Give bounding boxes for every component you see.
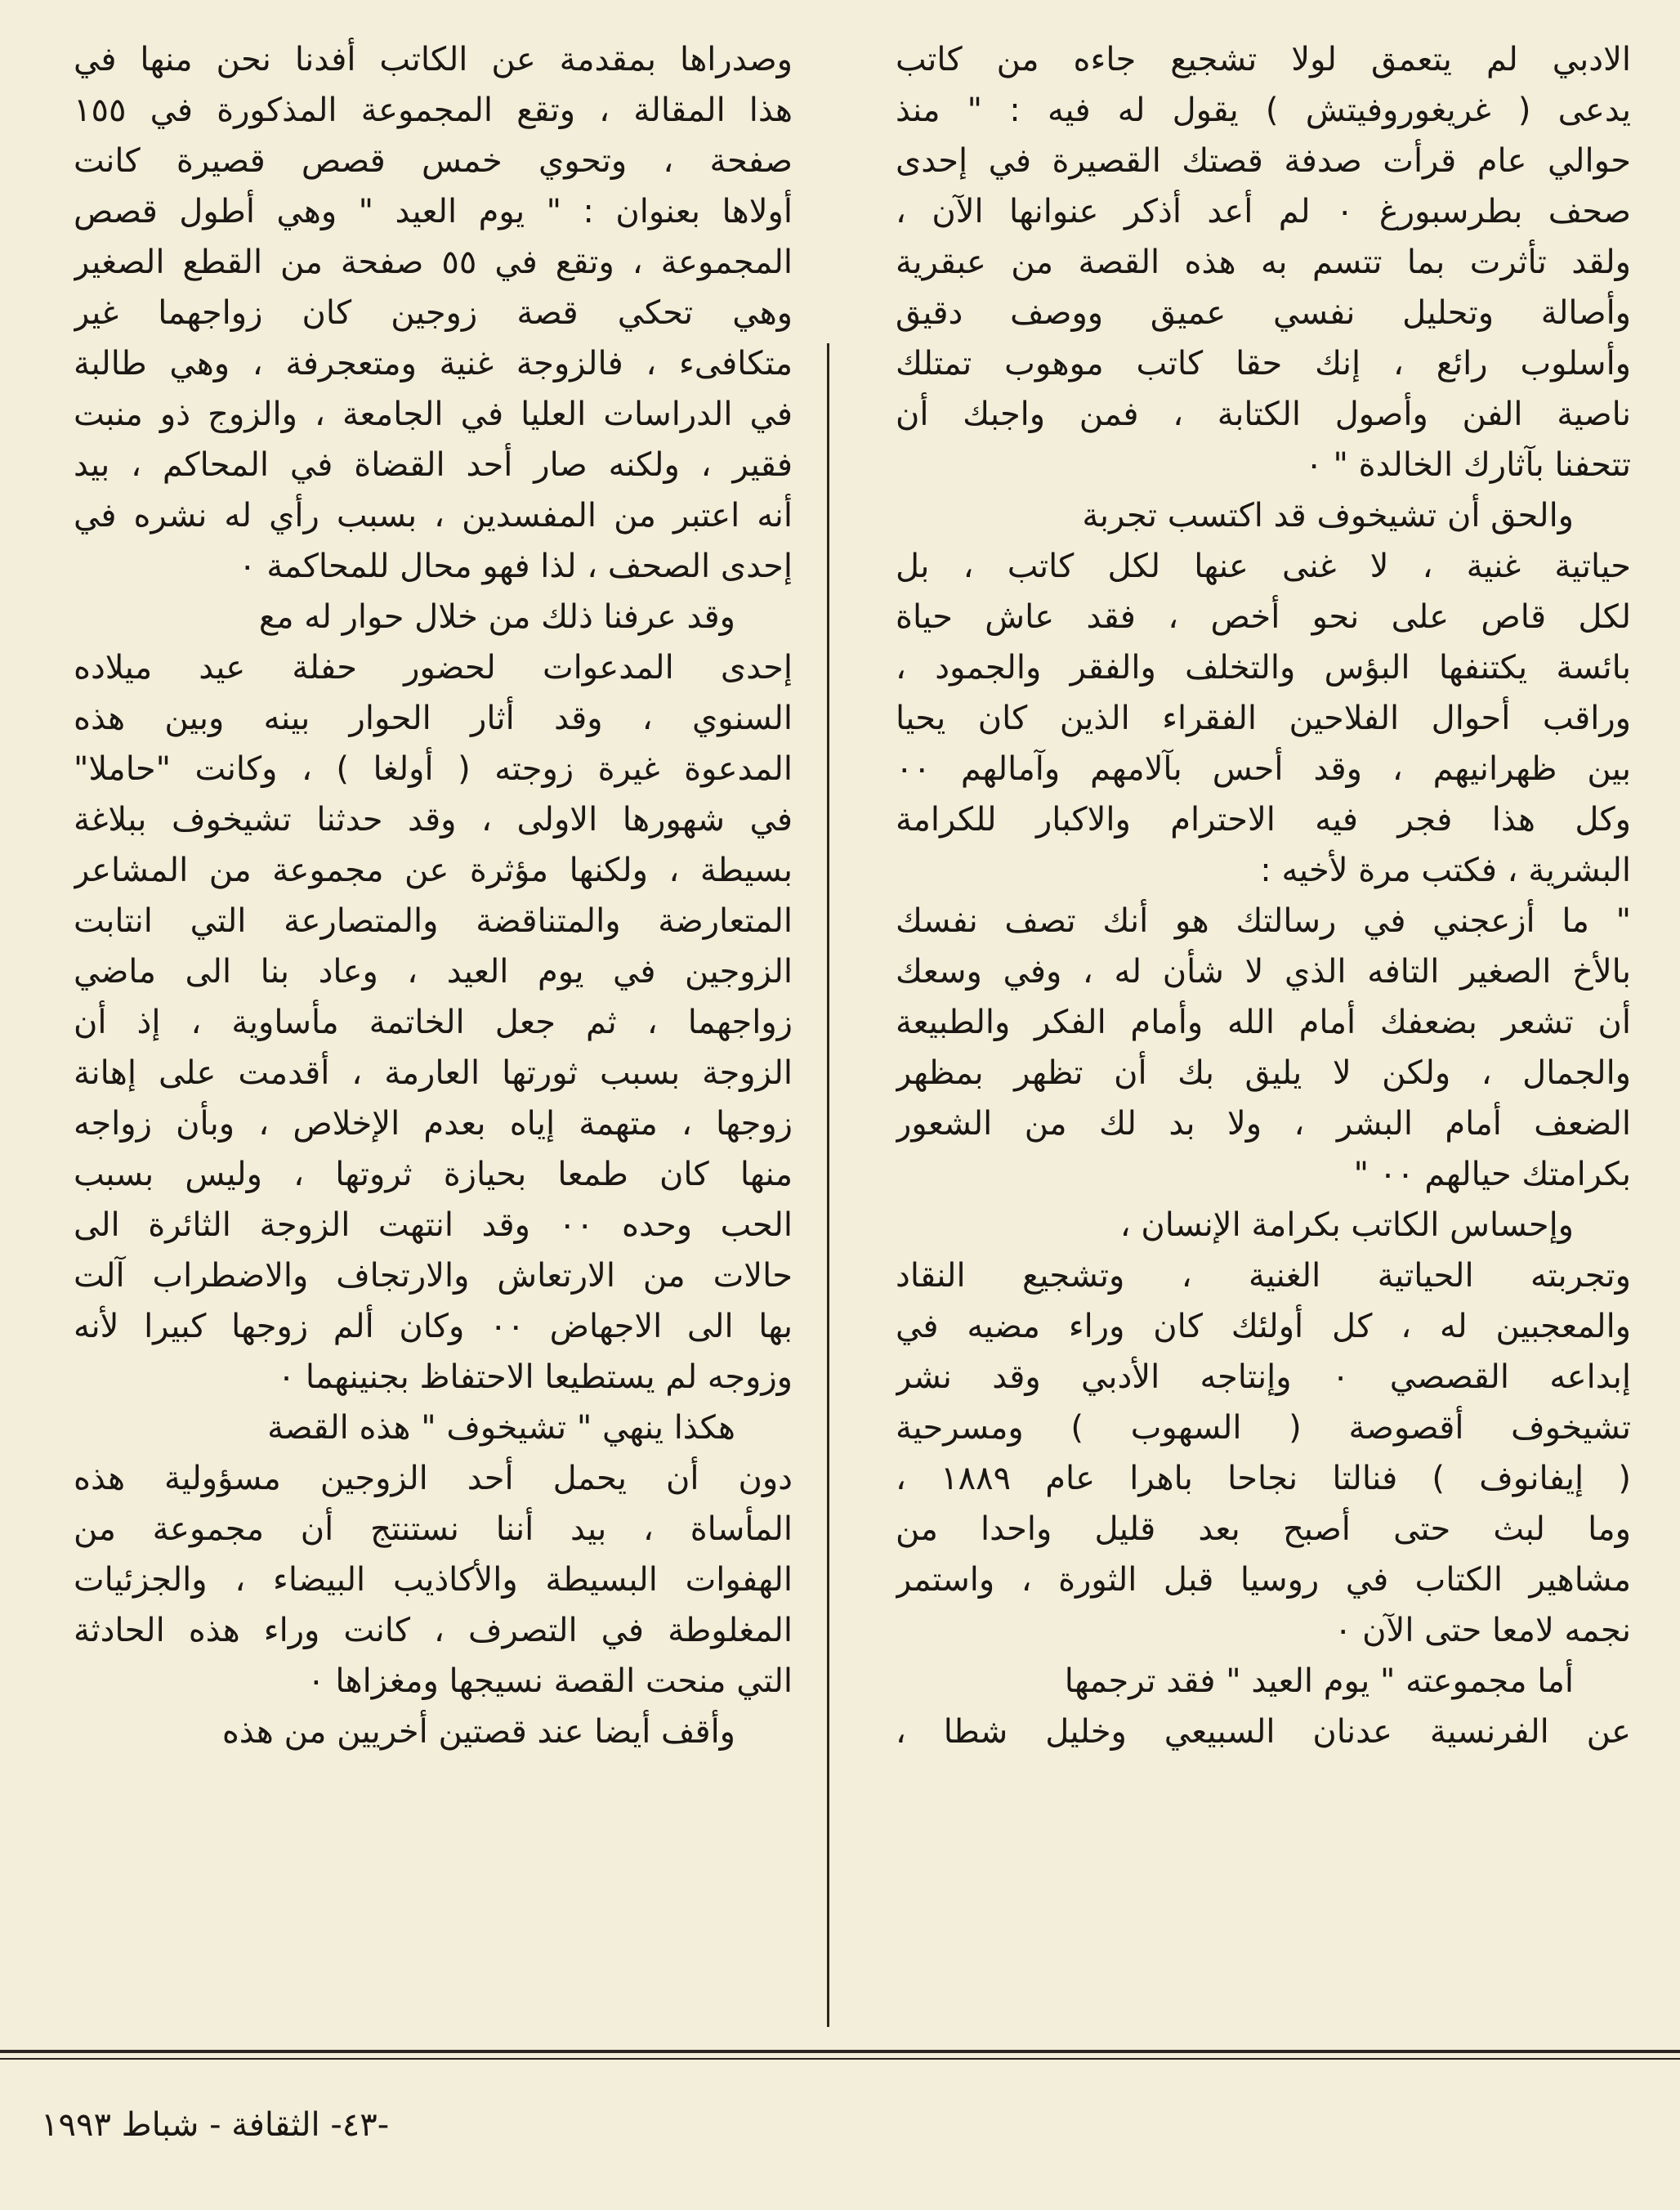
text-line: التي منحت القصة نسيجها ومغزاها ٠: [307, 1662, 793, 1700]
text-line: المدعوة غيرة زوجته ( أولغا ) ، وكانت "حاملا": [74, 750, 793, 788]
text-line: في الدراسات العليا في الجامعة ، والزوج ذو منبت: [74, 396, 793, 433]
text-line: المغلوطة في التصرف ، كانت وراء هذه الحادثة: [74, 1612, 793, 1649]
text-line: نجمه لامعا حتى الآن ٠: [1334, 1612, 1631, 1649]
text-line: مشاهير الكتاب في روسيا قبل الثورة ، واستمر: [896, 1561, 1631, 1599]
text-line: بكرامتك حيالهم ٠٠ ": [1353, 1156, 1631, 1193]
text-line: والمعجبين له ، كل أولئك كان وراء مضيه في: [896, 1308, 1631, 1345]
text-line: أنه اعتبر من المفسدين ، بسبب رأي له نشره في: [74, 497, 793, 535]
text-line: أن تشعر بضعفك أمام الله وأمام الفكر والطبيعة: [896, 1004, 1631, 1041]
text-line: وزوجه لم يستطيعا الاحتفاظ بجنينهما ٠: [277, 1358, 793, 1396]
page-footer: -٤٣- الثقافة - شباط ١٩٩٣: [41, 2106, 390, 2144]
text-line: بائسة يكتنفها البؤس والتخلف والفقر والجمود ،: [896, 649, 1631, 687]
text-line: وراقب أحوال الفلاحين الفقراء الذين كان يحيا: [896, 700, 1631, 737]
text-line: تتحفنا بآثارك الخالدة " ٠: [1305, 446, 1631, 484]
text-line: والحق أن تشيخوف قد اكتسب تجربة: [1082, 497, 1574, 535]
text-line: حوالي عام قرأت صدفة قصتك القصيرة في إحدى: [896, 142, 1631, 180]
text-line: هكذا ينهي " تشيخوف " هذه القصة: [267, 1409, 735, 1447]
text-line: فقير ، ولكنه صار أحد القضاة في المحاكم ، بيد: [74, 446, 793, 484]
text-line: الهفوات البسيطة والأكاذيب البيضاء ، والجزئيات: [74, 1561, 793, 1599]
text-line: السنوي ، وقد أثار الحوار بينه وبين هذه: [74, 700, 793, 737]
text-line: وتجربته الحياتية الغنية ، وتشجيع النقاد: [896, 1257, 1631, 1295]
text-line: ولقد تأثرت بما تتسم به هذه القصة من عبقرية: [896, 244, 1631, 281]
text-line: بالأخ الصغير التافه الذي لا شأن له ، وفي وسعك: [896, 953, 1631, 991]
article-column-left: [74, 34, 793, 1757]
text-line: الحب وحده ٠٠ وقد انتهت الزوجة الثائرة الى: [74, 1206, 793, 1244]
text-line: الادبي لم يتعمق لولا تشجيع جاءه من كاتب: [896, 41, 1631, 78]
text-line: ( إيفانوف ) فنالتا نجاحا باهرا عام ١٨٨٩ ،: [896, 1460, 1631, 1497]
text-line: دون أن يحمل أحد الزوجين مسؤولية هذه: [74, 1460, 793, 1497]
footer-rule-thin: [0, 2058, 1680, 2060]
text-line: البشرية ، فكتب مرة لأخيه :: [1260, 852, 1631, 889]
text-line: والجمال ، ولكن لا يليق بك أن تظهر بمظهر: [896, 1054, 1631, 1092]
column-divider: [827, 343, 829, 2027]
text-line: وأصالة وتحليل نفسي عميق ووصف دقيق: [896, 294, 1631, 332]
text-line: زواجهما ، ثم جعل الخاتمة مأساوية ، إذ أن: [74, 1004, 793, 1041]
text-line: ناصية الفن وأصول الكتابة ، فمن واجبك أن: [896, 396, 1631, 433]
text-line: الضعف أمام البشر ، ولا بد لك من الشعور: [896, 1105, 1631, 1143]
text-line: منها كان طمعا بحيازة ثروتها ، وليس بسبب: [74, 1156, 793, 1193]
text-line: أما مجموعته " يوم العيد " فقد ترجمها: [1064, 1662, 1574, 1700]
text-line: عن الفرنسية عدنان السبيعي وخليل شطا ،: [896, 1713, 1631, 1751]
text-line: " ما أزعجني في رسالتك هو أنك تصف نفسك: [896, 902, 1631, 940]
text-line: وما لبث حتى أصبح بعد قليل واحدا من: [896, 1510, 1631, 1548]
text-line: وقد عرفنا ذلك من خلال حوار له مع: [258, 598, 735, 636]
text-line: المتعارضة والمتناقضة والمتصارعة التي انتابت: [74, 902, 793, 940]
text-line: إحدى المدعوات لحضور حفلة عيد ميلاده: [74, 649, 793, 687]
text-line: لكل قاص على نحو أخص ، فقد عاش حياة: [896, 598, 1631, 636]
text-line: المأساة ، بيد أننا نستنتج أن مجموعة من: [74, 1510, 793, 1548]
text-line: إبداعه القصصي ٠ وإنتاجه الأدبي وقد نشر: [896, 1358, 1631, 1396]
text-line: الزوجة بسبب ثورتها العارمة ، أقدمت على إهانة: [74, 1054, 793, 1092]
text-line: بها الى الاجهاض ٠٠ وكان ألم زوجها كبيرا لأنه: [74, 1308, 793, 1345]
text-line: وكل هذا فجر فيه الاحترام والاكبار للكرامة: [896, 801, 1631, 839]
text-line: يدعى ( غريغوروفيتش ) يقول له فيه : " منذ: [896, 92, 1631, 129]
text-line: بسيطة ، ولكنها مؤثرة عن مجموعة من المشاعر: [74, 852, 793, 889]
text-line: حالات من الارتعاش والارتجاف والاضطراب آلت: [74, 1257, 793, 1295]
text-line: وهي تحكي قصة زوجين كان زواجهما غير: [74, 294, 793, 332]
text-line: وإحساس الكاتب بكرامة الإنسان ،: [1119, 1206, 1574, 1244]
text-line: متكافىء ، فالزوجة غنية ومتعجرفة ، وهي طالبة: [74, 345, 793, 382]
text-line: زوجها ، متهمة إياه بعدم الإخلاص ، وبأن زواجه: [74, 1105, 793, 1143]
text-line: وأسلوب رائع ، إنك حقا كاتب موهوب تمتلك: [896, 345, 1631, 382]
text-line: المجموعة ، وتقع في ٥٥ صفحة من القطع الصغير: [74, 244, 793, 281]
text-line: وأقف أيضا عند قصتين أخريين من هذه: [221, 1713, 735, 1751]
footer-rule-thick: [0, 2050, 1680, 2053]
text-line: أولاها بعنوان : " يوم العيد " وهي أطول قصص: [74, 193, 793, 230]
article-column-right: [896, 34, 1631, 1757]
text-line: بين ظهرانيهم ، وقد أحس بآلامهم وآمالهم ٠٠: [896, 750, 1631, 788]
text-line: صحف بطرسبورغ ٠ لم أعد أذكر عنوانها الآن ،: [896, 193, 1631, 230]
text-line: صفحة ، وتحوي خمس قصص قصيرة كانت: [74, 142, 793, 180]
text-line: في شهورها الاولى ، وقد حدثنا تشيخوف ببلاغة: [74, 801, 793, 839]
text-line: تشيخوف أقصوصة ( السهوب ) ومسرحية: [896, 1409, 1631, 1447]
text-line: حياتية غنية ، لا غنى عنها لكل كاتب ، بل: [896, 548, 1631, 585]
text-line: وصدراها بمقدمة عن الكاتب أفدنا نحن منها في: [74, 41, 793, 78]
text-line: إحدى الصحف ، لذا فهو محال للمحاكمة ٠: [239, 548, 793, 585]
text-line: الزوجين في يوم العيد ، وعاد بنا الى ماضي: [74, 953, 793, 991]
text-line: هذا المقالة ، وتقع المجموعة المذكورة في ١٥٥: [74, 92, 793, 129]
